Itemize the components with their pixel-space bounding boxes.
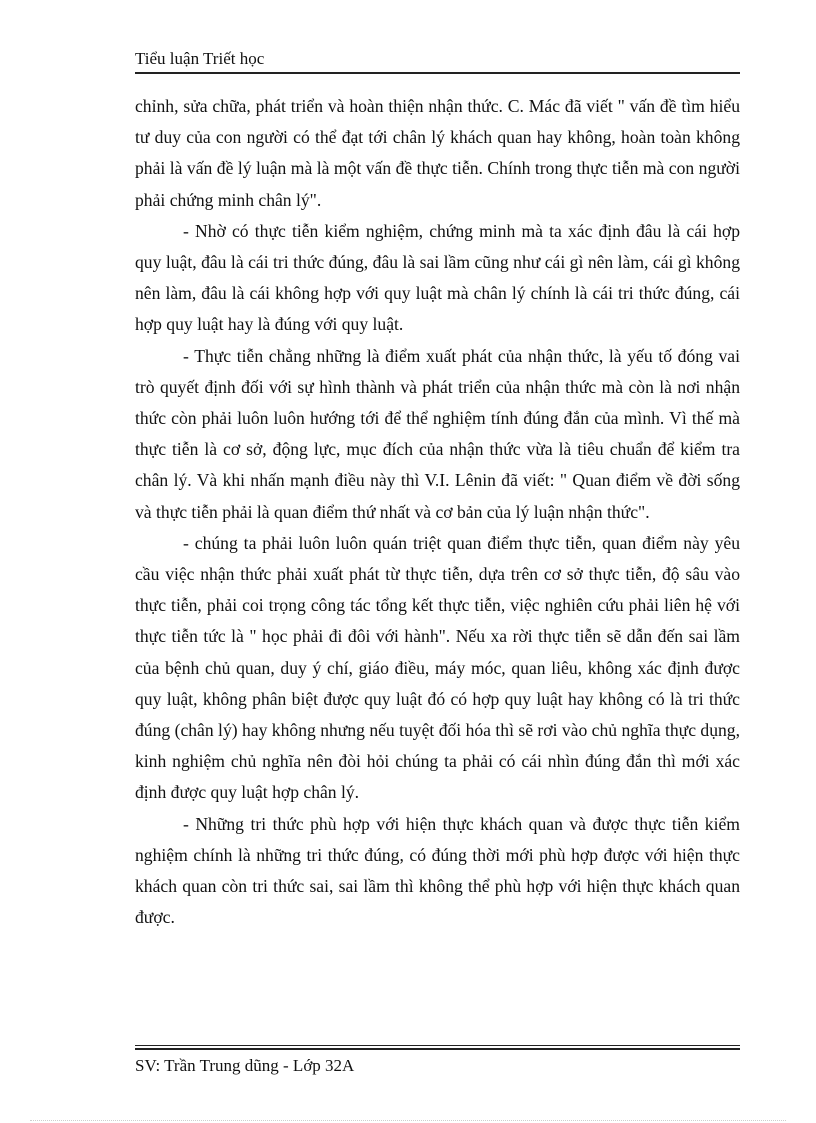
document-body (135, 91, 740, 933)
paragraph-practical-viewpoint: - chúng ta phải luôn luôn quán triệt quan điểm thực tiễn, quan điểm này yêu cầu việc nhận thức phải xuất phát từ thực tiễn, dựa trên cơ sở thực tiễn, độ sâu vào thực tiễn, phải coi trọng công tác tổng kết thực tiễn, việc nghiên cứu phải liên hệ với thực tiễn tức là " học phải đi đôi với hành". Nếu xa rời thực tiễn sẽ dẫn đến sai lầm của bệnh chủ quan, duy ý chí, giáo điều, máy móc, quan liêu, không xác định được quy luật, không phân biệt được quy luật đó có hợp quy luật hay không có là tri thức đúng (chân lý) hay không nhưng nếu tuyệt đối hóa thì sẽ rơi vào chủ nghĩa thực dụng, kinh nghiệm chủ nghĩa nên đòi hỏi chúng ta phải có cái nhìn đúng đắn thì mới xác định được quy luật hợp chân lý. (135, 532, 740, 803)
page-footer (135, 1045, 740, 1077)
paragraph-practice-verification: - Nhờ có thực tiễn kiểm nghiệm, chứng minh mà ta xác định đâu là cái hợp quy luật, đâu là cái tri thức đúng, đâu là sai lầm cũng như cái gì nên làm, cái gì không nên làm, đâu là cái không hợp với quy luật mà chân lý chính là cái tri thức đúng, cái hợp quy luật hay là đúng với quy luật. (135, 220, 740, 335)
page-header (135, 48, 740, 74)
header-title: Tiểu luận Triết học (135, 49, 265, 68)
paragraph-continuation: chỉnh, sửa chữa, phát triển và hoàn thiện nhận thức. C. Mác đã viết " vấn đề tìm hiểu tư duy của con người có thể đạt tới chân lý khách quan hay không, hoàn toàn không phải là vấn đề lý luận mà là một vấn đề thực tiễn. Chính trong thực tiễn mà con người phải chứng minh chân lý". (135, 96, 740, 210)
paragraph-correct-knowledge: - Những tri thức phù hợp với hiện thực khách quan và được thực tiễn kiểm nghiệm chính là những tri thức đúng, có đúng thời mới phù hợp được với hiện thực khách quan còn tri thức sai, sai lầm thì không thể phù hợp với hiện thực khách quan được. (135, 813, 740, 928)
footer-rule-thin (135, 1045, 740, 1046)
page-bottom-dotted-edge (30, 1120, 786, 1121)
footer-author: SV: Trần Trung dũng - Lớp 32A (135, 1056, 355, 1075)
footer-rule-thick (135, 1048, 740, 1050)
header-rule (135, 72, 740, 74)
paragraph-practice-starting-point: - Thực tiễn chẳng những là điểm xuất phát của nhận thức, là yếu tố đóng vai trò quyết định đối với sự hình thành và phát triển của nhận thức mà còn là nơi nhận thức còn phải luôn luôn hướng tới để thể nghiệm tính đúng đắn của mình. Vì thế mà thực tiễn là cơ sở, động lực, mục đích của nhận thức vừa là tiêu chuẩn để kiểm tra chân lý. Và khi nhấn mạnh điều này thì V.I. Lênin đã viết: " Quan điểm về đời sống và thực tiễn phải là quan điểm thứ nhất và cơ bản của lý luận nhận thức". (135, 345, 740, 522)
